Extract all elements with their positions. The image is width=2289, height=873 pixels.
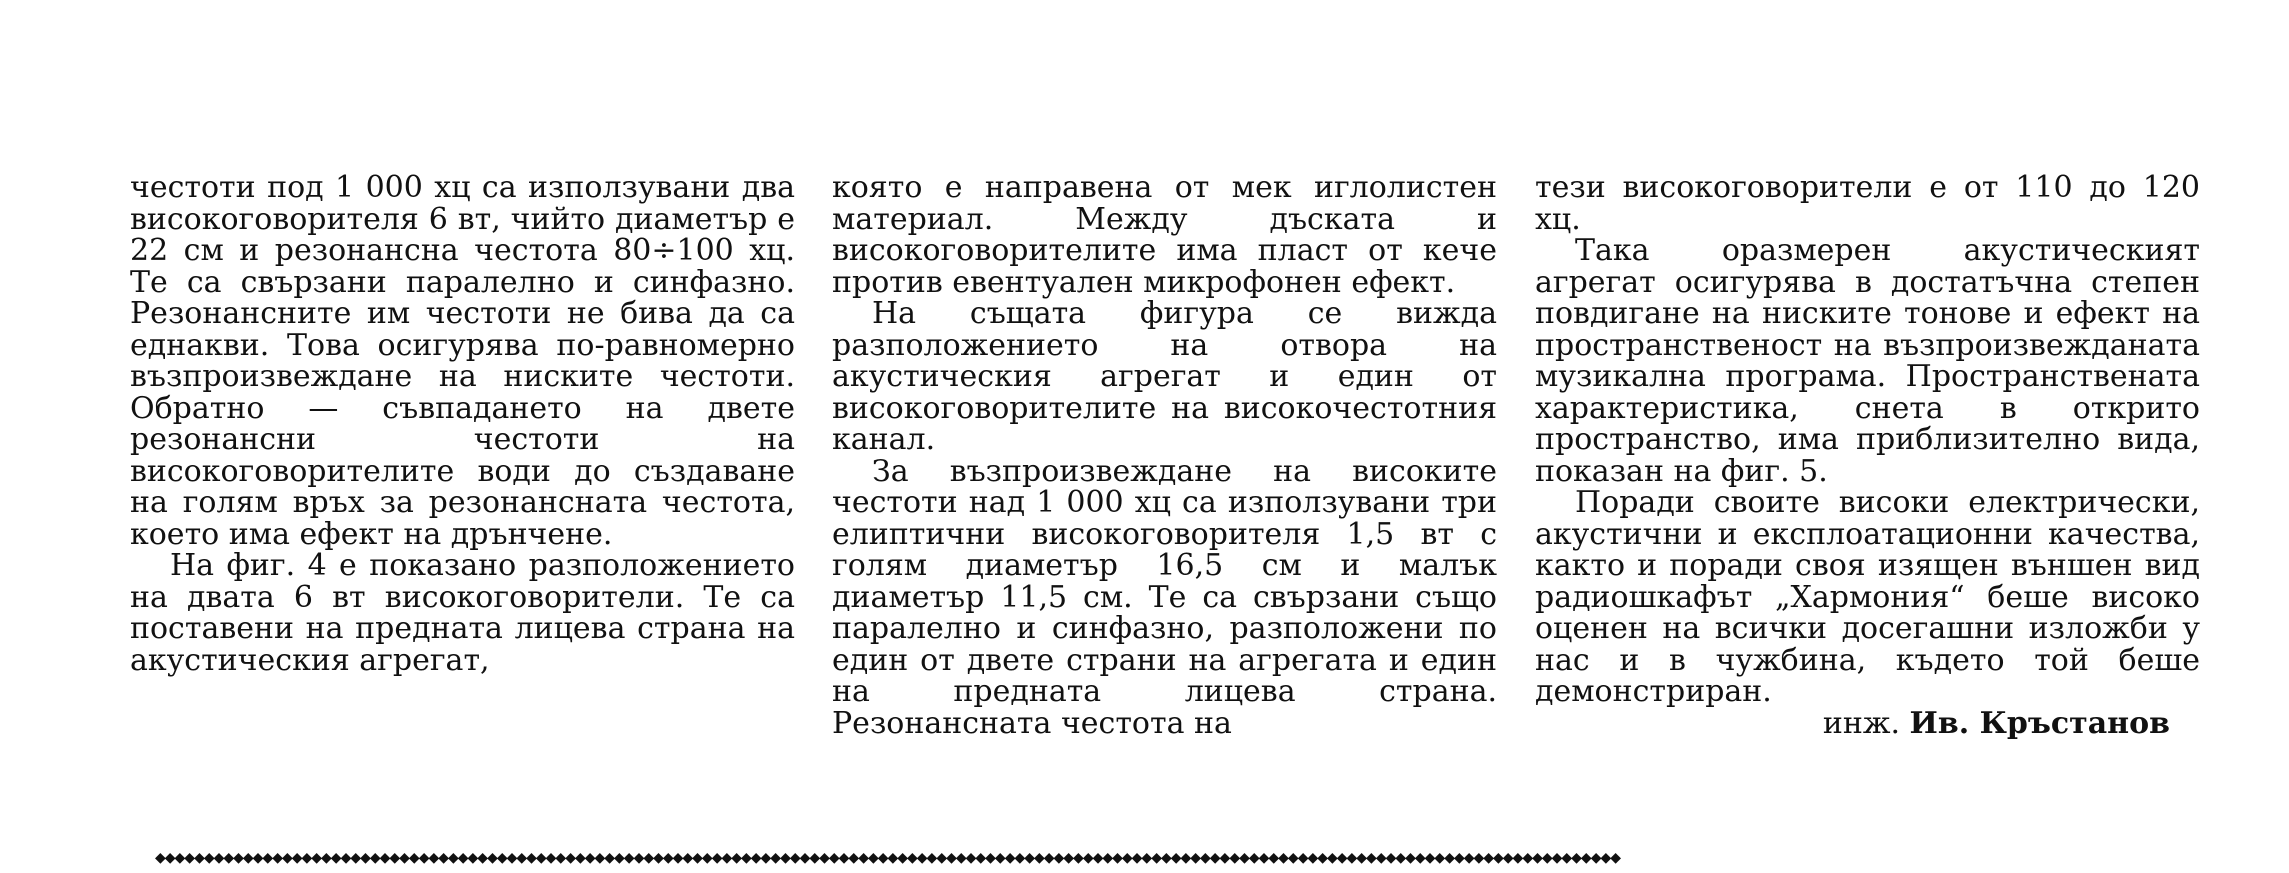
author-signature <box>1535 705 2200 741</box>
paragraph: тези високоговорители е от 110 до 120 хц. <box>1535 170 2200 237</box>
paragraph: Така оразмерен акустическият агрегат осигурява в достатъчна степен повдигане на ниските тонове и ефект на пространственост на възпроизвежданата музикална програма. Пространствената характеристика, снета в открито пространство, има приблизително вида, показан на фиг. 5. <box>1535 233 2200 489</box>
paragraph: На фиг. 4 е показано разположението на двата 6 вт високоговорители. Те са поставени на предната лицева страна на акустическия агрегат, <box>130 548 795 678</box>
paragraph: честоти под 1 000 хц са използувани два високоговорителя 6 вт, чийто диаметър е 22 см и резонансна честота 80÷100 хц. Те са свързани паралелно и синфазно. Резонансните им честоти не бива да са еднакви. Това осигурява по-равномерно възпроизвеждане на ниските честоти. Обратно — съвпадането на двете резонансни честоти на високоговорителите води до създаване на голям връх за резонансната честота, което има ефект на дрънчене. <box>130 170 795 552</box>
text-column-3 <box>1535 172 2200 739</box>
paragraph: За възпроизвеждане на високите честоти над 1 000 хц са използувани три елиптични високоговорителя 1,5 вт с голям диаметър 16,5 см и малък диаметър 11,5 см. Те са свързани също паралелно и синфазно, разположени по един от двете страни на агрегата и един на предната лицева страна. Резонансната честота на <box>832 453 1497 741</box>
text-column-2 <box>832 172 1497 739</box>
text-column-1 <box>130 172 795 676</box>
author-title: инж. <box>1822 705 1900 741</box>
ornamental-divider: ◆◆◆◆◆◆◆◆◆◆◆◆◆◆◆◆◆◆◆◆◆◆◆◆◆◆◆◆◆◆◆◆◆◆◆◆◆◆◆◆◆◆◆◆◆◆◆◆◆◆◆◆◆◆◆◆◆◆◆◆◆◆◆◆◆◆◆◆◆◆◆◆◆◆◆◆◆◆◆◆◆◆◆◆◆◆◆◆◆◆◆◆◆◆◆◆◆◆◆◆◆◆◆◆◆◆◆◆◆◆◆◆◆◆◆◆◆◆◆◆◆◆◆◆◆◆◆◆◆◆◆◆◆◆◆◆◆◆◆◆◆◆◆◆◆◆◆◆◆◆ <box>155 850 1620 866</box>
paragraph: Поради своите високи електрически, акустични и експлоатационни качества, както и поради своя изящен външен вид радиошкафът „Хармония“ беше високо оценен на всички досегашни изложби у нас и в чужбина, където той беше демонстриран. <box>1535 485 2200 709</box>
paragraph: която е направена от мек иглолистен материал. Между дъската и високоговорителите има пласт от кече против евентуален микрофонен ефект. <box>832 170 1497 300</box>
author-name: Ив. Кръстанов <box>1909 705 2170 741</box>
paragraph: На същата фигура се вижда разположението на отвора на акустическия агрегат и един от високоговорителите на високочестотния канал. <box>832 296 1497 457</box>
